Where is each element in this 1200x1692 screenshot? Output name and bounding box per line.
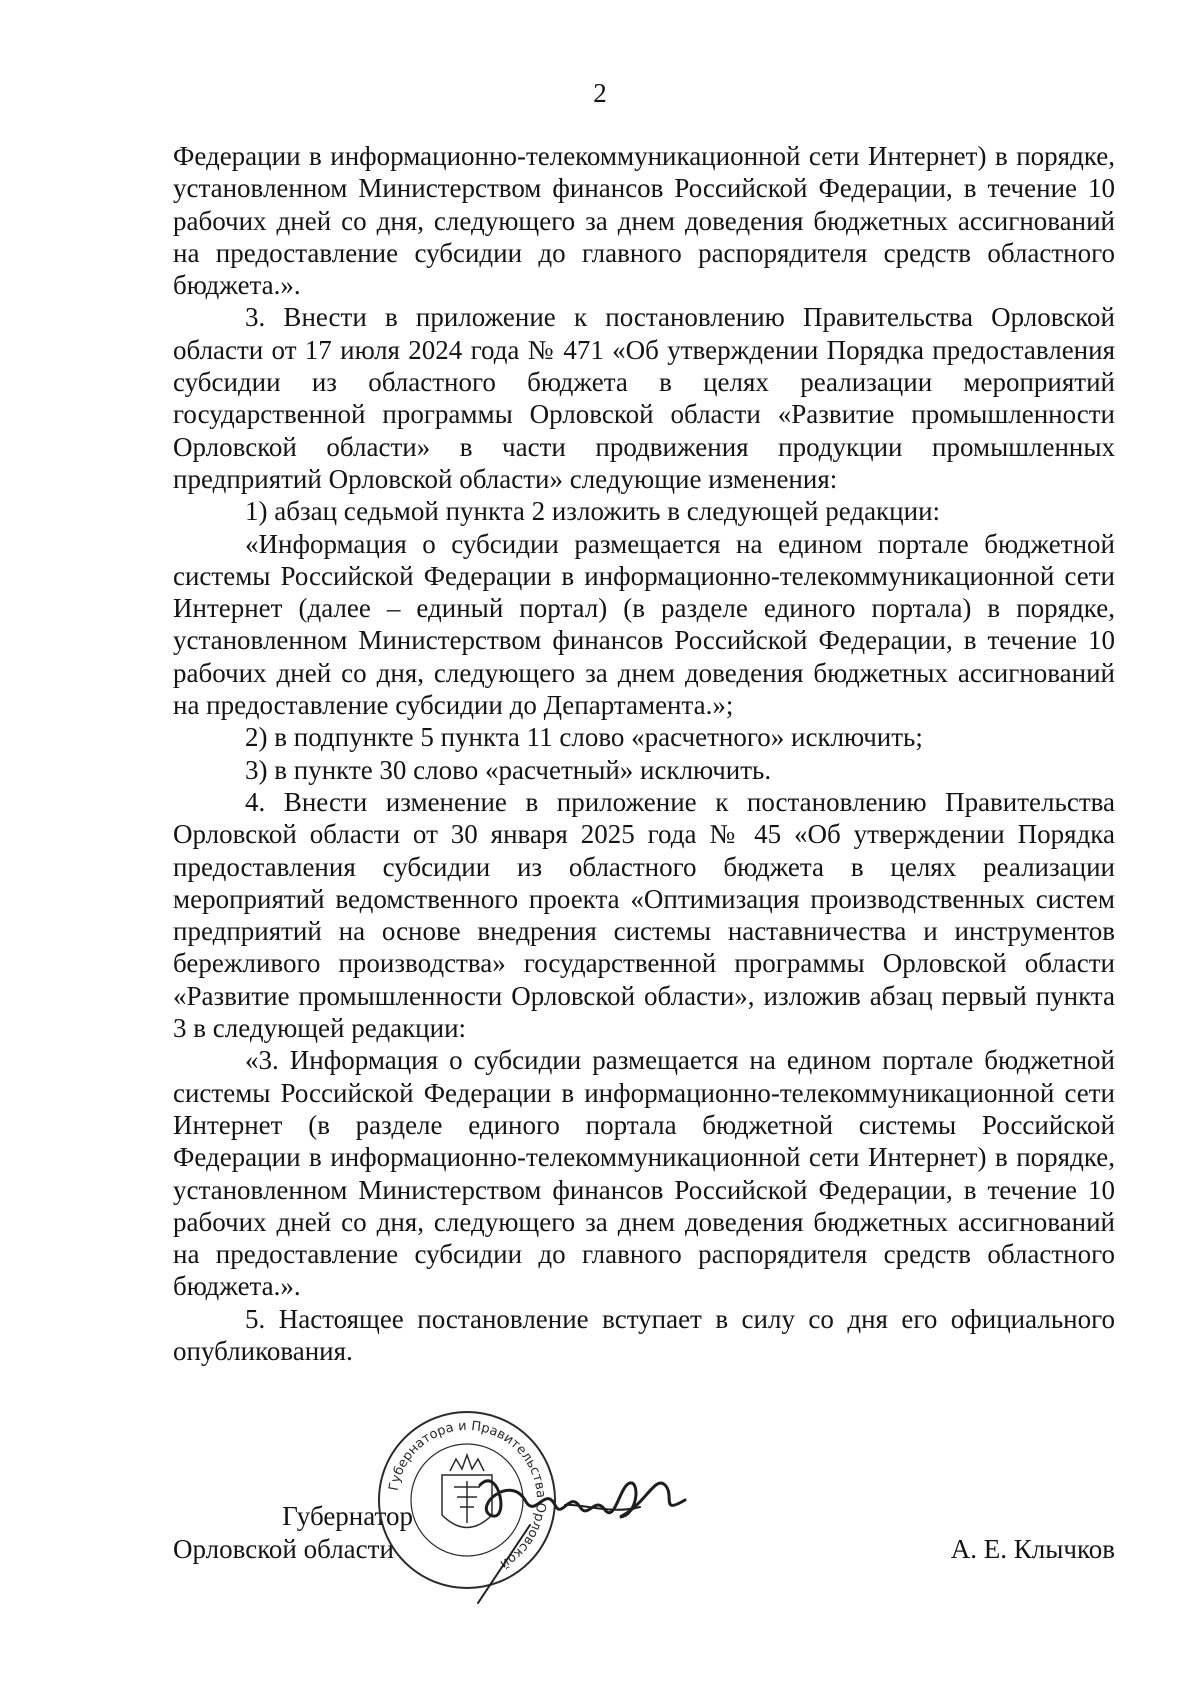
paragraph: «3. Информация о субсидии размещается на едином портале бюджетной системы Российской Федерации в информационно-телекоммуникационной сети Интернет (в разделе единого портала бюджетной системы Российской Федерации в информационно-телекоммуникационной сети Интернет) в порядке, установленном Министерством финансов Российской Федерации, в течение 10 рабочих дней со дня, следующего за днем доведения бюджетных ассигнований на предоставление субсидии до главного распорядителя средств областного бюджета.». xyxy=(173,1045,1115,1302)
signer-name: А. Е. Клычков xyxy=(950,1534,1115,1564)
signer-position-line1: Губернатор xyxy=(282,1501,413,1531)
paragraph: 3) в пункте 30 слово «расчетный» исключить. xyxy=(245,754,772,785)
paragraph: Федерации в информационно-телекоммуникационной сети Интернет) в порядке, установленном Министерством финансов Российской Федерации, в течение 10 рабочих дней со дня, следующего за днем доведения бюджетных ассигнований на предоставление субсидии до главного распорядителя средств областного бюджета.». xyxy=(173,141,1115,301)
paragraph: «Информация о субсидии размещается на едином портале бюджетной системы Российской Федерации в информационно-телекоммуникационной сети Интернет (далее – единый портал) (в разделе единого портала) в порядке, установленном Министерством финансов Российской Федерации, в течение 10 рабочих дней со дня, следующего за днем доведения бюджетных ассигнований на предоставление субсидии до Департамента.»; xyxy=(173,528,1115,721)
handwritten-signature xyxy=(470,1445,710,1605)
paragraph: 4. Внести изменение в приложение к постановлению Правительства Орловской области от 30 января 2025 года № 45 «Об утверждении Порядка предоставления субсидии из областного бюджета в целях реализации мероприятий ведомственного проекта «Оптимизация производственных систем предприятий на основе внедрения системы наставничества и инструментов бережливого производства» государственной программы Орловской области «Развитие промышленности Орловской области», изложив абзац первый пункта 3 в следующей редакции: xyxy=(173,786,1115,1044)
paragraph: 2) в подпункте 5 пункта 11 слово «расчетного» исключить; xyxy=(245,722,923,753)
seal-text: Губернатора и Правительства Орловской xyxy=(386,1418,549,1572)
paragraph: 5. Настоящее постановление вступает в силу со дня его официального опубликования. xyxy=(173,1303,1115,1366)
signer-position-line2: Орловской области xyxy=(173,1534,394,1564)
document-body xyxy=(173,140,1115,1367)
page-number: 2 xyxy=(593,78,607,108)
paragraph: 3. Внести в приложение к постановлению Правительства Орловской области от 17 июля 2024 года № 471 «Об утверждении Порядка предоставления субсидии из областного бюджета в целях реализации мероприятий государственной программы Орловской области «Развитие промышленности Орловской области» в части продвижения продукции промышленных предприятий Орловской области» следующие изменения: xyxy=(173,302,1115,494)
paragraph: 1) абзац седьмой пункта 2 изложить в следующей редакции: xyxy=(245,496,941,527)
